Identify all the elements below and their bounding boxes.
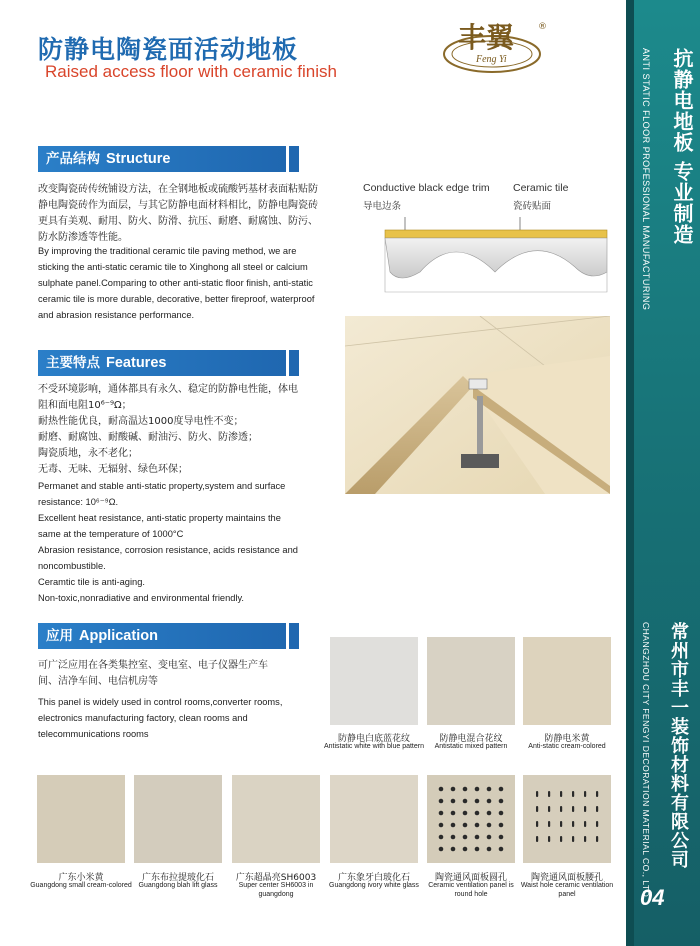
feature-line-en: Non-toxic,nonradiative and environmental friendly. bbox=[38, 593, 245, 603]
tile-caption-cn: 防静电米黄 bbox=[544, 734, 590, 744]
feature-line-en: Excellent heat resistance, anti-static property maintains the bbox=[38, 513, 281, 523]
tile-sample-ivory-white bbox=[330, 775, 418, 863]
section-head-en: Structure bbox=[106, 151, 171, 167]
feature-line-en: resistance: 10⁶⁻⁹Ω. bbox=[38, 497, 119, 507]
application-line-en: telecommunications rooms bbox=[38, 729, 149, 739]
tile-caption-en: Ceramic ventilation panel is round hole bbox=[428, 882, 514, 898]
section-head-en: Application bbox=[79, 628, 158, 644]
round-hole-pattern bbox=[427, 775, 515, 863]
application-line-cn: 可广泛应用在各类集控室、变电室、电子仪器生产车 bbox=[38, 660, 268, 671]
page-subtitle: Raised access floor with ceramic finish bbox=[45, 62, 337, 81]
feature-line-en: Permanet and stable anti-static property,system and surface bbox=[38, 481, 286, 491]
sidebar-edge bbox=[626, 0, 634, 946]
section-head-cn: 主要特点 bbox=[46, 355, 100, 371]
application-line-en: This panel is widely used in control rooms,converter rooms, bbox=[38, 697, 283, 707]
diagram-label-tile-en: Ceramic tile bbox=[513, 182, 569, 194]
tile-sample-mixed bbox=[427, 637, 515, 725]
application-text bbox=[38, 658, 322, 742]
feature-line-cn: 阻和面电阻10⁶⁻⁹Ω； bbox=[38, 400, 132, 411]
tile-caption-en: Antistatic white with blue pattern bbox=[324, 743, 424, 750]
tile-caption-cn: 广东布拉提玻化石 bbox=[141, 873, 214, 883]
feature-line-en: noncombustible. bbox=[38, 561, 106, 571]
tile-caption-cn: 广东小米黄 bbox=[58, 873, 104, 883]
diagram-label-trim-cn: 导电边条 bbox=[363, 201, 402, 212]
section-head-en: Features bbox=[106, 355, 167, 371]
tile-caption-en: Antistatic mixed pattern bbox=[434, 743, 508, 750]
tile-caption-cn: 陶瓷通风面板腰孔 bbox=[530, 873, 603, 883]
feature-line-en: Abrasion resistance, corrosion resistance, acids resistance and bbox=[38, 545, 298, 555]
feature-line-cn: 陶瓷质地，永不老化； bbox=[38, 448, 138, 459]
application-line-cn: 间、洁净车间、电信机房等 bbox=[38, 676, 158, 687]
brand-logo bbox=[440, 12, 550, 82]
section-head-accent bbox=[289, 350, 299, 376]
feature-line-cn: 无毒、无味、无辐射、绿色环保； bbox=[38, 464, 188, 475]
tile-caption-en: Guangdong small cream-colored bbox=[30, 882, 132, 889]
features-list bbox=[38, 382, 322, 606]
structure-diagram bbox=[345, 172, 610, 302]
section-head-cn: 应用 bbox=[46, 628, 73, 644]
tile-caption-cn: 广东象牙白玻化石 bbox=[337, 873, 410, 883]
tile-sample-waist-hole bbox=[523, 775, 611, 863]
tile-sample-white-blue bbox=[330, 637, 418, 725]
section-head-accent bbox=[289, 623, 299, 649]
tile-caption-en: Guangdong blah lift glass bbox=[138, 882, 218, 889]
diagram-label-tile-cn: 瓷砖贴面 bbox=[513, 201, 552, 212]
page-title: 防静电陶瓷面活动地板 bbox=[38, 35, 299, 64]
tile-caption-cn: 防静电混合花纹 bbox=[439, 734, 503, 744]
tile-sample-small-cream bbox=[37, 775, 125, 863]
tile-caption-en: Guangdong ivory white glass bbox=[329, 882, 419, 889]
feature-line-cn: 不受环境影响，通体都具有永久、稳定的防静电性能，体电 bbox=[38, 384, 298, 395]
waist-hole-pattern bbox=[523, 775, 611, 863]
tile-caption-en: Waist hole ceramic ventilation panel bbox=[520, 882, 614, 898]
tile-caption-cn: 防静电白底蓝花纹 bbox=[337, 734, 410, 744]
feature-line-cn: 耐热性能优良，耐高温达1000度导电性不变； bbox=[38, 416, 244, 427]
tile-sample-cream bbox=[523, 637, 611, 725]
feature-line-en: Ceramtic tile is anti-aging. bbox=[38, 577, 145, 587]
application-line-en: electronics manufacturing factory, clean rooms and bbox=[38, 713, 248, 723]
section-head-structure bbox=[38, 146, 286, 172]
tile-caption-cn: 陶瓷通风面板圆孔 bbox=[434, 873, 507, 883]
tile-caption-en: Anti-static cream-colored bbox=[528, 743, 606, 750]
section-head-cn: 产品结构 bbox=[46, 151, 100, 167]
sidebar-title-cn: 抗静电地板 专业制造 bbox=[670, 48, 694, 245]
floor-installation-photo bbox=[345, 316, 610, 494]
feature-line-cn: 耐磨、耐腐蚀、耐酸碱、耐油污、防火、防渗透； bbox=[38, 432, 258, 443]
sidebar-company-cn: 常州市丰一装饰材料有限公司 bbox=[668, 622, 689, 869]
tile-sample-sh6003 bbox=[232, 775, 320, 863]
sidebar-title-en: ANTI STATIC FLOOR PROFESSIONAL MANUFACTURING bbox=[641, 48, 651, 311]
diagram-label-trim-en: Conductive black edge trim bbox=[363, 182, 490, 194]
feature-line-en: same at the temperature of 1000°C bbox=[38, 529, 184, 539]
page-number: 04 bbox=[640, 885, 665, 910]
tile-sample-round-hole bbox=[427, 775, 515, 863]
tile-sample-blah-lift bbox=[134, 775, 222, 863]
sidebar-company-en: CHANGZHOU CITY FENGYI DECORATION MATERIAL CO., LTD bbox=[641, 622, 651, 898]
tile-caption-cn: 广东超晶亮SH6003 bbox=[235, 873, 317, 883]
registered-mark: ® bbox=[538, 22, 547, 32]
section-head-application bbox=[38, 623, 286, 649]
section-head-features bbox=[38, 350, 286, 376]
tile-caption-en: Super center SH6003 in guangdong bbox=[238, 882, 314, 898]
structure-text-cn: 改变陶瓷砖传统铺设方法，在全钢地板或硫酸钙基材表面粘贴防静电陶瓷砖作为面层，与其它防静电面材料相比，防静电陶瓷砖更具有美观、耐用、防火、防滑、抗压、耐磨、耐腐蚀、防污、防水防渗透等性能。 bbox=[38, 184, 318, 243]
section-head-accent bbox=[289, 146, 299, 172]
structure-text-en: By improving the traditional ceramic tile paving method, we are sticking the anti-static ceramic tile to Xinghong all steel or calcium sulphate panel.Comparing to other anti-static floor finish, anti-static ceramic tile is more durable, decorative, better fireproof, waterproof and abrasion resistance performance. bbox=[38, 246, 315, 320]
logo-subtext: Feng Yi bbox=[476, 54, 507, 65]
logo-text: 丰翼 bbox=[458, 21, 515, 54]
